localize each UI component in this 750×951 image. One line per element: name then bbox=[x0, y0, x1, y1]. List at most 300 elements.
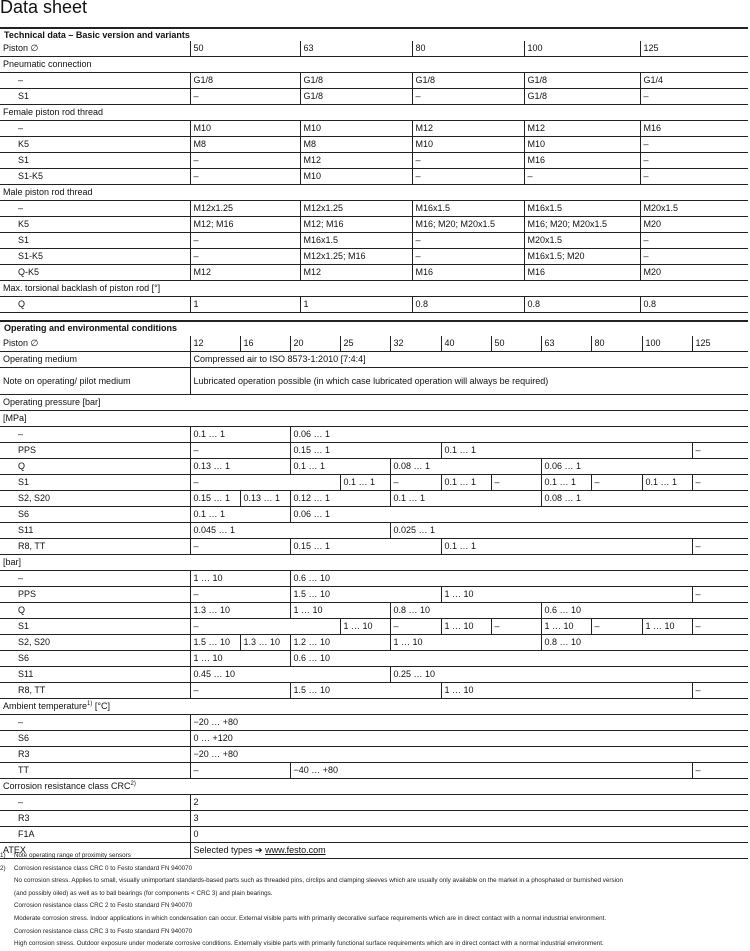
table-row bbox=[0, 475, 748, 491]
value-text: 0 bbox=[193, 829, 199, 839]
value-text: – bbox=[393, 621, 399, 631]
group-label-row bbox=[0, 699, 748, 715]
value-cell bbox=[190, 795, 748, 811]
row-label: PPS bbox=[0, 587, 190, 603]
value-text: 0.15 … 1 bbox=[293, 541, 331, 551]
table-row bbox=[0, 491, 748, 507]
piston-size-cell: 63 bbox=[300, 41, 412, 57]
group-label-row bbox=[0, 779, 748, 795]
value-text: 3 bbox=[193, 813, 199, 823]
group-label-row bbox=[0, 395, 748, 411]
value-cell: M16; M20; M20x1.5 bbox=[412, 217, 524, 233]
value-text: 0.8 … 10 bbox=[393, 605, 431, 615]
value-cell: G1/8 bbox=[300, 89, 412, 105]
value-text: – bbox=[695, 765, 701, 775]
footnote-text: High corrosion stress. Outdoor exposure under moderate corrosive conditions. Externally visible parts with primarily functional surface requirements which are in direct contact with a normal industrial environment. bbox=[14, 940, 604, 948]
table-row bbox=[0, 368, 748, 395]
value-text: 0.6 … 10 bbox=[293, 653, 331, 663]
row-label: S1 bbox=[0, 89, 190, 105]
value-cell: M10 bbox=[300, 121, 412, 137]
value-text: 0.1 … 1 bbox=[393, 493, 426, 503]
value-cell bbox=[491, 475, 541, 491]
value-text: −40 … +80 bbox=[293, 765, 339, 775]
value-cell bbox=[692, 539, 748, 555]
value-cell: M20 bbox=[640, 265, 748, 281]
value-text: 0.6 … 10 bbox=[293, 573, 331, 583]
value-cell: 0.8 bbox=[524, 297, 640, 313]
value-cell bbox=[390, 475, 441, 491]
group-label-unit: [°C] bbox=[92, 701, 110, 711]
value-cell bbox=[541, 619, 591, 635]
group-label-row bbox=[0, 411, 748, 427]
value-cell bbox=[441, 683, 692, 699]
row-label: – bbox=[0, 571, 190, 587]
value-text: 1 … 10 bbox=[193, 573, 223, 583]
table-row bbox=[0, 539, 748, 555]
value-text: – bbox=[695, 445, 701, 455]
row-label: S11 bbox=[0, 523, 190, 539]
table-row bbox=[0, 297, 748, 313]
footnote-text: Corrosion resistance class CRC 3 to Festo standard FN 940070 bbox=[14, 927, 193, 935]
piston-size-cell: 80 bbox=[412, 41, 524, 57]
value-text: Compressed air to ISO 8573-1:2010 [7:4:4] bbox=[193, 354, 366, 364]
value-cell: M16 bbox=[524, 265, 640, 281]
value-text: 0.8 … 10 bbox=[544, 637, 582, 647]
row-label: S6 bbox=[0, 507, 190, 523]
table-row bbox=[0, 443, 748, 459]
group-label bbox=[0, 699, 748, 715]
value-text: – bbox=[594, 477, 600, 487]
value-text: 1.5 … 10 bbox=[293, 589, 331, 599]
value-text: 1.5 … 10 bbox=[293, 685, 331, 695]
value-text: – bbox=[695, 477, 701, 487]
value-cell: – bbox=[190, 169, 300, 185]
value-cell: M12; M16 bbox=[300, 217, 412, 233]
table-row bbox=[0, 249, 748, 265]
row-label: K5 bbox=[0, 217, 190, 233]
piston-size-cell: 50 bbox=[491, 336, 541, 352]
value-cell: – bbox=[640, 233, 748, 249]
value-cell: – bbox=[640, 169, 748, 185]
value-text: −20 … +80 bbox=[193, 749, 239, 759]
piston-size-cell: 16 bbox=[240, 336, 290, 352]
row-label: K5 bbox=[0, 137, 190, 153]
table-row bbox=[0, 89, 748, 105]
table-row bbox=[0, 827, 748, 843]
piston-size-cell: 100 bbox=[524, 41, 640, 57]
value-text: – bbox=[193, 685, 199, 695]
value-cell bbox=[692, 587, 748, 603]
footnote-row bbox=[0, 850, 748, 863]
value-text: 0.08 … 1 bbox=[393, 461, 431, 471]
piston-size-cell: 32 bbox=[390, 336, 441, 352]
piston-size-cell: 12 bbox=[190, 336, 240, 352]
group-label-text: Corrosion resistance class CRC bbox=[3, 781, 131, 791]
row-label: Q bbox=[0, 603, 190, 619]
value-cell: M20 bbox=[640, 217, 748, 233]
group-label bbox=[0, 411, 748, 427]
footnote-row bbox=[0, 875, 748, 888]
value-text: – bbox=[494, 621, 500, 631]
row-label: Note on operating/ pilot medium bbox=[0, 368, 190, 395]
value-cell bbox=[591, 475, 642, 491]
row-label: TT bbox=[0, 763, 190, 779]
value-cell bbox=[541, 491, 748, 507]
value-cell: M16; M20; M20x1.5 bbox=[524, 217, 640, 233]
value-cell bbox=[190, 747, 748, 763]
value-cell bbox=[190, 715, 748, 731]
value-text: 0.1 … 1 bbox=[343, 477, 376, 487]
table-row bbox=[0, 747, 748, 763]
value-text: 1 … 10 bbox=[293, 605, 323, 615]
table-row bbox=[0, 811, 748, 827]
value-cell: M12 bbox=[412, 121, 524, 137]
value-cell bbox=[190, 443, 290, 459]
value-cell bbox=[642, 475, 692, 491]
value-cell: M16 bbox=[412, 265, 524, 281]
group-label-row bbox=[0, 185, 748, 201]
value-text: 0.1 … 1 bbox=[544, 477, 577, 487]
value-text: 0.045 … 1 bbox=[193, 525, 236, 535]
value-cell bbox=[190, 683, 290, 699]
value-text: 0.1 … 1 bbox=[293, 461, 326, 471]
value-cell bbox=[190, 763, 290, 779]
value-cell bbox=[340, 619, 390, 635]
value-cell bbox=[692, 763, 748, 779]
row-label: S6 bbox=[0, 731, 190, 747]
footnote-text: Moderate corrosion stress. Indoor applications in which condensation can occur. External visible parts with primarily decorative surface requirements which are in direct contact with a normal industrial environment. bbox=[14, 914, 607, 922]
value-cell: G1/8 bbox=[412, 73, 524, 89]
value-cell: G1/8 bbox=[190, 73, 300, 89]
piston-size-label: Piston ∅ bbox=[0, 336, 190, 352]
value-cell: M10 bbox=[300, 169, 412, 185]
section-2-heading: Operating and environmental conditions bbox=[4, 323, 178, 333]
value-cell bbox=[390, 619, 441, 635]
value-text: 0.15 … 1 bbox=[193, 493, 231, 503]
group-label bbox=[0, 281, 748, 297]
value-text: 1 … 10 bbox=[645, 621, 675, 631]
value-text: 0.15 … 1 bbox=[293, 445, 331, 455]
value-cell bbox=[692, 475, 748, 491]
table-row bbox=[0, 651, 748, 667]
table-row bbox=[0, 763, 748, 779]
value-cell: M16 bbox=[524, 153, 640, 169]
value-cell: M12x1.25 bbox=[300, 201, 412, 217]
value-cell bbox=[390, 459, 541, 475]
value-text: – bbox=[193, 445, 199, 455]
section-1-heading: Technical data – Basic version and variants bbox=[4, 30, 190, 40]
value-text: 0.1 … 1 bbox=[444, 477, 477, 487]
value-text: Selected types ➔ bbox=[193, 845, 266, 855]
group-label-text: Operating pressure [bar] bbox=[3, 397, 101, 407]
value-cell: M20x1.5 bbox=[524, 233, 640, 249]
value-cell bbox=[290, 603, 390, 619]
value-cell: M12 bbox=[300, 265, 412, 281]
value-text: 1 … 10 bbox=[444, 589, 474, 599]
value-cell bbox=[190, 635, 240, 651]
footnote-number: 2) bbox=[0, 864, 6, 872]
group-label-text: Ambient temperature bbox=[3, 701, 88, 711]
value-cell bbox=[190, 651, 290, 667]
row-label: PPS bbox=[0, 443, 190, 459]
section-1-heading-bar bbox=[0, 27, 748, 40]
piston-size-cell: 50 bbox=[190, 41, 300, 57]
table-row bbox=[0, 523, 748, 539]
value-cell bbox=[190, 459, 290, 475]
table-row bbox=[0, 169, 748, 185]
value-cell: M12 bbox=[524, 121, 640, 137]
value-cell: M12x1.25; M16 bbox=[300, 249, 412, 265]
group-label bbox=[0, 105, 748, 121]
value-cell bbox=[290, 571, 748, 587]
value-cell: M16x1.5 bbox=[524, 201, 640, 217]
technical-data-table bbox=[0, 41, 748, 313]
value-cell bbox=[491, 619, 541, 635]
piston-size-cell: 20 bbox=[290, 336, 340, 352]
group-label-row bbox=[0, 57, 748, 73]
piston-size-cell: 80 bbox=[591, 336, 642, 352]
row-label: F1A bbox=[0, 827, 190, 843]
value-cell bbox=[240, 491, 290, 507]
value-cell: M10 bbox=[190, 121, 300, 137]
value-cell: M10 bbox=[412, 137, 524, 153]
table-row bbox=[0, 427, 748, 443]
footnote-text: No corrosion stress. Applies to small, visually unimportant standards-based parts such as threaded pins, circlips and clamping sleeves which are usually only available on the market in a phosphated or burnished version bbox=[14, 877, 624, 885]
group-label bbox=[0, 395, 748, 411]
table-row bbox=[0, 73, 748, 89]
row-label: ATEX bbox=[0, 843, 190, 859]
value-cell bbox=[190, 667, 390, 683]
value-text: – bbox=[695, 685, 701, 695]
value-text: 0.06 … 1 bbox=[293, 429, 331, 439]
value-cell bbox=[290, 491, 390, 507]
value-text: – bbox=[193, 589, 199, 599]
row-label: R8, TT bbox=[0, 683, 190, 699]
value-text: 0.1 … 1 bbox=[444, 445, 477, 455]
row-label: S2, S20 bbox=[0, 635, 190, 651]
group-label bbox=[0, 555, 748, 571]
value-cell bbox=[390, 667, 748, 683]
value-text: 0.6 … 10 bbox=[544, 605, 582, 615]
value-text: 0.1 … 1 bbox=[193, 429, 226, 439]
row-label: S11 bbox=[0, 667, 190, 683]
footnotes bbox=[0, 850, 748, 951]
footnote-text: Note operating range of proximity sensors bbox=[14, 852, 131, 859]
value-cell bbox=[190, 523, 390, 539]
row-label: R3 bbox=[0, 747, 190, 763]
value-cell bbox=[290, 587, 441, 603]
value-text: −20 … +80 bbox=[193, 717, 239, 727]
value-text: 0.025 … 1 bbox=[393, 525, 436, 535]
value-cell bbox=[290, 539, 441, 555]
value-cell bbox=[190, 352, 748, 368]
row-label: R8, TT bbox=[0, 539, 190, 555]
row-label: S1 bbox=[0, 619, 190, 635]
table-row bbox=[0, 635, 748, 651]
value-cell: M8 bbox=[300, 137, 412, 153]
value-cell bbox=[290, 427, 748, 443]
value-cell: – bbox=[412, 249, 524, 265]
value-cell: – bbox=[412, 169, 524, 185]
footnote-text: Corrosion resistance class CRC 0 to Festo standard FN 940070 bbox=[14, 864, 193, 872]
value-text: 1 … 10 bbox=[444, 685, 474, 695]
row-label: Q-K5 bbox=[0, 265, 190, 281]
value-cell bbox=[190, 507, 290, 523]
value-cell: – bbox=[640, 249, 748, 265]
value-text: 0.1 … 1 bbox=[444, 541, 477, 551]
value-text: – bbox=[695, 589, 701, 599]
value-cell bbox=[441, 443, 692, 459]
value-cell: – bbox=[412, 153, 524, 169]
group-label-text: [MPa] bbox=[3, 413, 27, 423]
piston-size-cell: 125 bbox=[640, 41, 748, 57]
value-cell: – bbox=[640, 137, 748, 153]
piston-size-cell: 40 bbox=[441, 336, 491, 352]
value-text: 1.3 … 10 bbox=[193, 605, 231, 615]
value-cell bbox=[190, 571, 290, 587]
value-cell bbox=[390, 491, 541, 507]
value-text: 0.13 … 1 bbox=[193, 461, 231, 471]
value-text: 0.1 … 1 bbox=[645, 477, 678, 487]
table-row bbox=[0, 795, 748, 811]
value-cell bbox=[190, 603, 290, 619]
value-cell bbox=[591, 619, 642, 635]
value-text: – bbox=[193, 477, 199, 487]
value-text: 0.12 … 1 bbox=[293, 493, 331, 503]
value-cell: M16x1.5 bbox=[300, 233, 412, 249]
table-row bbox=[0, 603, 748, 619]
operating-conditions-table bbox=[0, 336, 748, 859]
value-text: 0.25 … 10 bbox=[393, 669, 436, 679]
table-row bbox=[0, 507, 748, 523]
footnote-row bbox=[0, 900, 748, 913]
footnote-row bbox=[0, 888, 748, 901]
piston-size-label: Piston ∅ bbox=[0, 41, 190, 57]
value-cell bbox=[541, 459, 748, 475]
footnote-text: (and possibly oiled) as well as to ball bearings (for components < CRC 3) and plain bearings. bbox=[14, 889, 273, 897]
table-row bbox=[0, 121, 748, 137]
value-cell bbox=[190, 427, 290, 443]
value-cell: M12 bbox=[190, 265, 300, 281]
value-cell bbox=[541, 475, 591, 491]
value-cell: 0.8 bbox=[640, 297, 748, 313]
row-label: Q bbox=[0, 459, 190, 475]
value-cell: M12x1.25 bbox=[190, 201, 300, 217]
table-row bbox=[0, 217, 748, 233]
value-cell bbox=[290, 443, 441, 459]
value-cell bbox=[190, 475, 340, 491]
value-text: Lubricated operation possible (in which case lubricated operation will always be required) bbox=[193, 375, 549, 386]
value-cell bbox=[190, 827, 748, 843]
value-text: – bbox=[695, 541, 701, 551]
table-row bbox=[0, 233, 748, 249]
row-label: S2, S20 bbox=[0, 491, 190, 507]
value-text: – bbox=[193, 541, 199, 551]
row-label: – bbox=[0, 121, 190, 137]
row-label: S1-K5 bbox=[0, 169, 190, 185]
table-row bbox=[0, 137, 748, 153]
value-cell: M12 bbox=[300, 153, 412, 169]
value-text: – bbox=[695, 621, 701, 631]
value-text: 1 … 10 bbox=[444, 621, 474, 631]
footnote-row bbox=[0, 926, 748, 939]
value-cell: G1/8 bbox=[524, 89, 640, 105]
value-text: – bbox=[594, 621, 600, 631]
group-label-row bbox=[0, 281, 748, 297]
group-label bbox=[0, 57, 748, 73]
value-cell bbox=[441, 539, 692, 555]
value-text: 0 … +120 bbox=[193, 733, 233, 743]
value-text: 1 … 10 bbox=[343, 621, 373, 631]
value-cell bbox=[390, 635, 541, 651]
value-text: 0.13 … 1 bbox=[243, 493, 281, 503]
value-cell bbox=[441, 587, 692, 603]
piston-size-cell: 63 bbox=[541, 336, 591, 352]
table-row bbox=[0, 352, 748, 368]
value-cell: 1 bbox=[190, 297, 300, 313]
value-text: – bbox=[393, 477, 399, 487]
piston-size-header-row bbox=[0, 41, 748, 57]
table-row bbox=[0, 201, 748, 217]
value-text: 0.06 … 1 bbox=[293, 509, 331, 519]
value-cell: 0.8 bbox=[412, 297, 524, 313]
value-cell: – bbox=[190, 89, 300, 105]
value-text: 0.1 … 1 bbox=[193, 509, 226, 519]
value-cell bbox=[390, 523, 748, 539]
value-cell bbox=[441, 475, 491, 491]
value-text: 1.3 … 10 bbox=[243, 637, 281, 647]
section-2-heading-bar bbox=[0, 320, 748, 333]
value-cell bbox=[190, 619, 340, 635]
value-cell bbox=[642, 619, 692, 635]
value-text: 1 … 10 bbox=[544, 621, 574, 631]
value-text: 1.5 … 10 bbox=[193, 637, 231, 647]
value-text: 1.2 … 10 bbox=[293, 637, 331, 647]
table-row bbox=[0, 571, 748, 587]
value-cell bbox=[390, 603, 541, 619]
value-text: 0.45 … 10 bbox=[193, 669, 236, 679]
value-cell: – bbox=[190, 233, 300, 249]
value-cell bbox=[692, 443, 748, 459]
row-label: S1 bbox=[0, 475, 190, 491]
value-cell bbox=[290, 507, 748, 523]
value-cell: G1/4 bbox=[640, 73, 748, 89]
table-row bbox=[0, 265, 748, 281]
group-label-row bbox=[0, 555, 748, 571]
table-row bbox=[0, 587, 748, 603]
value-text: – bbox=[193, 765, 199, 775]
value-cell bbox=[290, 459, 390, 475]
table-row bbox=[0, 459, 748, 475]
group-label-text: Max. torsional backlash of piston rod [°] bbox=[3, 283, 161, 293]
row-label: Q bbox=[0, 297, 190, 313]
value-cell: – bbox=[412, 233, 524, 249]
footnote-marker: 1) bbox=[87, 701, 93, 707]
group-label-text: Pneumatic connection bbox=[3, 59, 92, 69]
page-title: Data sheet bbox=[0, 0, 88, 17]
value-cell: M8 bbox=[190, 137, 300, 153]
group-label-text: Female piston rod thread bbox=[3, 107, 104, 117]
value-text: – bbox=[193, 621, 199, 631]
footnote-number: 1) bbox=[0, 852, 6, 859]
value-cell: G1/8 bbox=[300, 73, 412, 89]
value-cell: – bbox=[190, 153, 300, 169]
value-cell: M12; M16 bbox=[190, 217, 300, 233]
value-cell bbox=[240, 635, 290, 651]
value-cell: M20x1.5 bbox=[640, 201, 748, 217]
festo-website-link[interactable]: www.festo.com bbox=[265, 845, 326, 855]
row-label: – bbox=[0, 73, 190, 89]
